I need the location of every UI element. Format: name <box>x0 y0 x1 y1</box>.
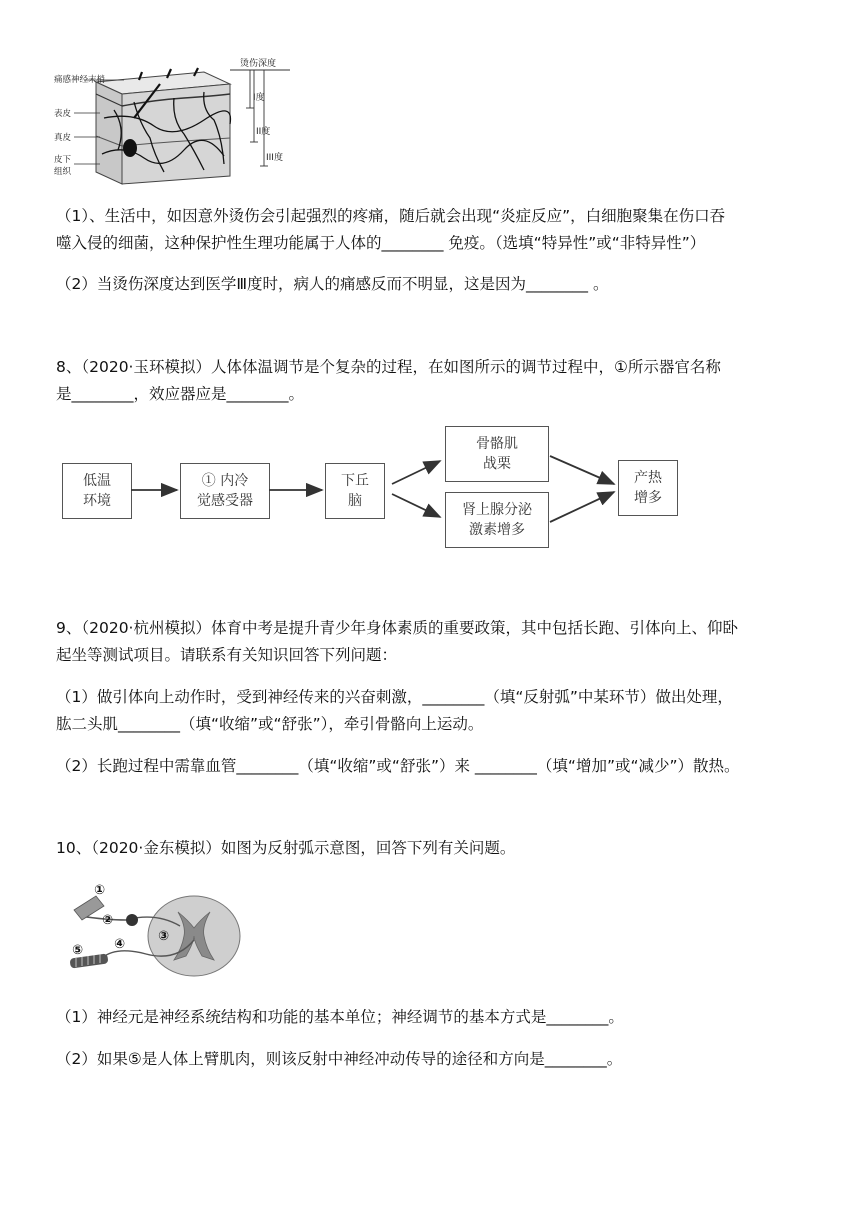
q9-stem-line1: 9、（2020·杭州模拟）体育中考是提升青少年身体素质的重要政策，其中包括长跑、引体向上、仰卧 <box>56 619 738 637</box>
label-pain-nerve: 痛感神经末梢 <box>54 75 106 85</box>
label-subcutis-2: 组织 <box>54 167 72 177</box>
label-degree-3: III度 <box>266 153 283 163</box>
reflex-label-4: ④ <box>114 937 126 952</box>
reflex-label-5: ⑤ <box>72 943 84 958</box>
label-subcutis-1: 皮下 <box>54 155 72 165</box>
q7-part2: （2）当烫伤深度达到医学Ⅲ度时，病人的痛感反而不明显，这是因为________ 。 <box>56 275 609 293</box>
label-burn-depth: 烫伤深度 <box>240 59 277 69</box>
flow-box-low-temp: 低温 环境 <box>62 463 132 519</box>
reflex-arc-figure <box>66 876 246 986</box>
q7-part1-line2: 噬入侵的细菌，这种保护性生理功能属于人体的________ 免疫。（选填“特异性”或“非特异性”） <box>56 234 706 252</box>
q7-part1-line1: （1）、生活中，如因意外烫伤会引起强烈的疼痛，随后就会出现“炎症反应”，白细胞聚集在伤口吞 <box>56 207 726 225</box>
q10-part2: （2）如果⑤是人体上臂肌肉，则该反射中神经冲动传导的途径和方向是________。 <box>56 1050 623 1068</box>
q9-stem-line2: 起坐等测试项目。请联系有关知识回答下列问题： <box>56 646 398 664</box>
q9-part1-line2: 肱二头肌________（填“收缩”或“舒张”），牵引骨骼向上运动。 <box>56 715 484 733</box>
flow-box-muscle-shiver: 骨骼肌 战栗 <box>445 426 549 482</box>
flow-box-hypothalamus: 下丘 脑 <box>325 463 385 519</box>
q10-stem: 10、（2020·金东模拟）如图为反射弧示意图，回答下列有关问题。 <box>56 839 516 857</box>
reflex-label-1: ① <box>94 883 106 898</box>
flow-box-heat-increase: 产热 增多 <box>618 460 678 516</box>
label-epidermis: 表皮 <box>54 109 72 119</box>
reflex-label-3: ③ <box>158 929 170 944</box>
q9-part2: （2）长跑过程中需靠血管________（填“收缩”或“舒张”）来 ________（填“增加”或“减少”）散热。 <box>56 757 740 775</box>
label-degree-2: II度 <box>256 127 271 137</box>
q8-stem-line2: 是________，效应器应是________。 <box>56 385 305 403</box>
label-dermis: 真皮 <box>54 133 72 143</box>
flow-box-receptor: ① 内冷 觉感受器 <box>180 463 270 519</box>
reflex-label-2: ② <box>102 913 114 928</box>
flow-box-adrenal: 肾上腺分泌 激素增多 <box>445 492 549 548</box>
q8-stem-line1: 8、（2020·玉环模拟）人体体温调节是个复杂的过程，在如图所示的调节过程中，①所示器官名称 <box>56 358 721 376</box>
q10-part1: （1）神经元是神经系统结构和功能的基本单位；神经调节的基本方式是________。 <box>56 1008 624 1026</box>
label-degree-1: I度 <box>253 93 265 103</box>
q9-part1-line1: （1）做引体向上动作时，受到神经传来的兴奋刺激，________（填“反射弧”中某环节）做出处理， <box>56 688 733 706</box>
flow-arrows <box>0 0 860 600</box>
